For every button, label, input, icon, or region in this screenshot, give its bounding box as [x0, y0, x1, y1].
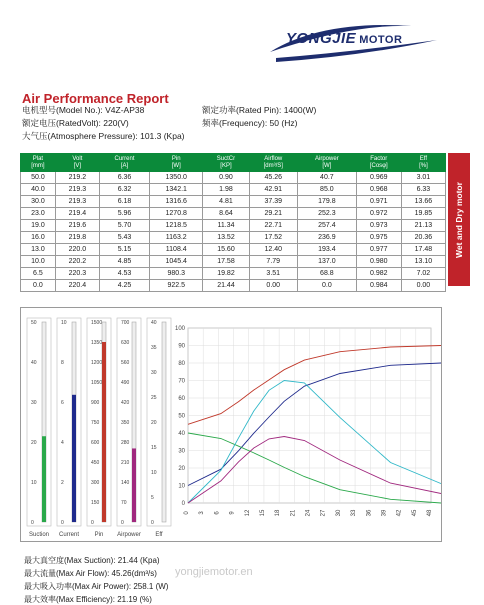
- y-tick-label: 100: [174, 326, 185, 332]
- watermark: yongjiemotor.en: [175, 566, 253, 578]
- header-name: Airpower: [315, 155, 339, 162]
- table-cell: 0.969: [356, 172, 401, 184]
- table-cell: 6.18: [99, 196, 149, 208]
- table-cell: 17.58: [203, 256, 249, 268]
- performance-chart: [21, 308, 441, 541]
- gauge-tick-label: 25: [151, 395, 157, 401]
- table-cell: 0.0: [21, 280, 56, 292]
- x-tick-label: 42: [396, 509, 403, 517]
- table-cell: 42.91: [249, 184, 297, 196]
- x-tick-label: 9: [229, 511, 236, 515]
- gauge-tick-label: 4: [61, 440, 64, 446]
- y-tick-label: 70: [178, 378, 185, 385]
- table-cell: 6.5: [21, 268, 56, 280]
- table-header-cell: [99, 154, 149, 172]
- table-cell: 19.82: [203, 268, 249, 280]
- table-cell: 0.982: [356, 268, 401, 280]
- table-cell: 19.0: [21, 220, 56, 232]
- brand-name: YONGJIE: [286, 30, 357, 47]
- gauge-fill: [102, 342, 106, 522]
- table-row: [21, 256, 446, 268]
- header-unit: [V]: [73, 162, 82, 169]
- gauge-tick-label: 20: [31, 440, 37, 446]
- gauge-tick-label: 0: [61, 520, 64, 526]
- table-cell: 85.0: [297, 184, 356, 196]
- table-row: [21, 268, 446, 280]
- table-cell: 40.0: [21, 184, 56, 196]
- table-cell: 193.4: [297, 244, 356, 256]
- table-cell: 980.3: [150, 268, 203, 280]
- table-cell: 13.52: [203, 232, 249, 244]
- table-cell: 22.71: [249, 220, 297, 232]
- y-tick-label: 40: [178, 431, 185, 437]
- table-cell: 0.973: [356, 220, 401, 232]
- table-cell: 219.8: [55, 232, 99, 244]
- table-row: [21, 232, 446, 244]
- gauge-label: Eff: [155, 532, 163, 538]
- table-cell: 252.3: [297, 208, 356, 220]
- max-suction: 最大真空度(Max Suction): 21.44 (Kpa): [24, 556, 160, 565]
- table-cell: 1342.1: [150, 184, 203, 196]
- table-cell: 0.972: [356, 208, 401, 220]
- table-cell: 0.980: [356, 256, 401, 268]
- table-cell: 17.48: [401, 244, 445, 256]
- header-unit: [KP]: [220, 162, 232, 169]
- gauge-tick-label: 70: [121, 500, 127, 506]
- table-cell: 5.43: [99, 232, 149, 244]
- table-row: [21, 208, 446, 220]
- table-cell: 0.975: [356, 232, 401, 244]
- table-row: [21, 184, 446, 196]
- table-cell: 0.968: [356, 184, 401, 196]
- rated-volt: 额定电压(RatedVolt): 220(V): [22, 118, 129, 128]
- table-cell: 17.52: [249, 232, 297, 244]
- gauge-tick-label: 30: [151, 370, 157, 376]
- table-cell: 11.34: [203, 220, 249, 232]
- table-cell: 40.7: [297, 172, 356, 184]
- gauge-tick-label: 0: [31, 520, 34, 526]
- gauge-tick-label: 1350: [91, 340, 103, 346]
- gauge-tick-label: 0: [121, 520, 124, 526]
- table-cell: 5.15: [99, 244, 149, 256]
- header-name: SuctCr: [216, 155, 236, 162]
- table-cell: 219.2: [55, 172, 99, 184]
- table-cell: 13.0: [21, 244, 56, 256]
- table-cell: 3.01: [401, 172, 445, 184]
- gauge-tick-label: 300: [91, 480, 100, 486]
- table-cell: 257.4: [297, 220, 356, 232]
- x-tick-label: 0: [184, 511, 190, 515]
- table-cell: 219.6: [55, 220, 99, 232]
- gauge-tick-label: 350: [121, 420, 130, 426]
- table-cell: 7.79: [249, 256, 297, 268]
- table-header-cell: [401, 154, 445, 172]
- table-cell: 1108.4: [150, 244, 203, 256]
- gauge-tick-label: 700: [121, 320, 130, 326]
- table-header-cell: [297, 154, 356, 172]
- table-header-cell: [203, 154, 249, 172]
- table-cell: 1270.8: [150, 208, 203, 220]
- header-name: Eff: [419, 155, 428, 162]
- header-unit: [A]: [120, 162, 129, 169]
- max-airpower: 最大吸入功率(Max Air Power): 258.1 (W): [24, 582, 169, 591]
- table-cell: 219.3: [55, 184, 99, 196]
- gauge-frame: [27, 318, 51, 526]
- gauge-tick-label: 40: [151, 320, 157, 326]
- gauge-tick-label: 40: [31, 360, 37, 366]
- y-tick-label: 30: [178, 448, 185, 455]
- x-tick-label: 18: [275, 509, 282, 517]
- table-cell: 4.53: [99, 268, 149, 280]
- gauge-tick-label: 1200: [91, 360, 103, 366]
- table-cell: 10.0: [21, 256, 56, 268]
- table-cell: 1350.0: [150, 172, 203, 184]
- x-tick-label: 39: [381, 509, 388, 517]
- table-cell: 0.00: [401, 280, 445, 292]
- x-tick-label: 30: [335, 509, 342, 517]
- gauge-tick-label: 1500: [91, 320, 103, 326]
- gauge-fill: [132, 448, 136, 522]
- table-header-cell: [55, 154, 99, 172]
- table-header-row: [21, 154, 446, 172]
- header-name: Current: [114, 155, 135, 162]
- header-unit: [W]: [171, 162, 181, 169]
- table-cell: 1316.6: [150, 196, 203, 208]
- gauge-tick-label: 2: [61, 480, 64, 486]
- gauge-fill: [42, 436, 46, 522]
- table-cell: 0.00: [249, 280, 297, 292]
- table-cell: 4.25: [99, 280, 149, 292]
- gauge-tick-label: 10: [61, 320, 67, 326]
- table-cell: 0.984: [356, 280, 401, 292]
- table-cell: 7.02: [401, 268, 445, 280]
- gauge-tick-label: 560: [121, 360, 130, 366]
- table-cell: 4.81: [203, 196, 249, 208]
- table-cell: 6.36: [99, 172, 149, 184]
- table-cell: 6.32: [99, 184, 149, 196]
- header-name: Volt: [72, 155, 83, 162]
- gauge-tick-label: 900: [91, 400, 100, 406]
- table-cell: 1.98: [203, 184, 249, 196]
- header-name: Plat: [32, 155, 44, 162]
- gauge-tick-label: 10: [31, 480, 37, 486]
- gauge-tick-label: 490: [121, 380, 130, 386]
- header-name: Pin: [171, 155, 181, 162]
- header-name: Factor: [370, 155, 388, 162]
- y-tick-label: 10: [178, 483, 185, 490]
- gauge-tick-label: 0: [91, 520, 94, 526]
- table-cell: 0.90: [203, 172, 249, 184]
- y-tick-label: 90: [178, 343, 185, 350]
- gauge-label: Suction: [28, 532, 50, 538]
- gauge-tick-label: 8: [61, 360, 64, 366]
- max-efficiency: 最大效率(Max Efficiency): 21.19 (%): [24, 595, 152, 604]
- x-tick-label: 24: [305, 509, 312, 517]
- x-tick-label: 21: [290, 509, 297, 517]
- gauge-tick-label: 450: [91, 460, 100, 466]
- performance-table: [20, 153, 446, 292]
- gauge-tick-label: 600: [91, 440, 100, 446]
- x-tick-label: 15: [259, 509, 266, 517]
- x-tick-label: 12: [244, 509, 251, 517]
- table-cell: 21.13: [401, 220, 445, 232]
- gauge-tick-label: 30: [31, 400, 37, 406]
- table-cell: 1163.2: [150, 232, 203, 244]
- y-tick-label: 0: [181, 501, 185, 507]
- table-header-cell: [150, 154, 203, 172]
- table-cell: 19.85: [401, 208, 445, 220]
- performance-chart-frame: [20, 307, 442, 542]
- atmosphere-pressure: 大气压(Atmosphere Pressure): 101.3 (Kpa): [22, 131, 185, 141]
- table-cell: 68.8: [297, 268, 356, 280]
- x-tick-label: 36: [366, 509, 373, 517]
- table-cell: 0.0: [297, 280, 356, 292]
- y-tick-label: 50: [178, 413, 185, 420]
- table-cell: 0.977: [356, 244, 401, 256]
- model-number: 电机型号(Model No.): V4Z-AP38: [22, 105, 145, 115]
- gauge-tick-label: 35: [151, 345, 157, 351]
- table-cell: 23.0: [21, 208, 56, 220]
- x-tick-label: 48: [427, 509, 433, 517]
- rated-power: 额定功率(Rated Pin): 1400(W): [202, 105, 317, 115]
- max-airflow: 最大流量(Max Air Flow): 45.26(dm³/s): [24, 569, 157, 578]
- table-cell: 8.64: [203, 208, 249, 220]
- table-cell: 6.33: [401, 184, 445, 196]
- table-cell: 5.70: [99, 220, 149, 232]
- table-cell: 0.971: [356, 196, 401, 208]
- table-cell: 37.39: [249, 196, 297, 208]
- table-row: [21, 280, 446, 292]
- header-unit: [W]: [322, 162, 332, 169]
- table-cell: 922.5: [150, 280, 203, 292]
- header-name: Airflow: [264, 155, 283, 162]
- x-tick-label: 45: [411, 509, 418, 517]
- side-label-banner: [448, 153, 470, 286]
- x-tick-label: 27: [320, 509, 327, 517]
- table-cell: 5.96: [99, 208, 149, 220]
- table-header-cell: [249, 154, 297, 172]
- table-cell: 45.26: [249, 172, 297, 184]
- table-cell: 21.44: [203, 280, 249, 292]
- gauge-tick-label: 140: [121, 480, 130, 486]
- table-cell: 137.0: [297, 256, 356, 268]
- table-cell: 4.85: [99, 256, 149, 268]
- table-cell: 179.8: [297, 196, 356, 208]
- gauge-tick-label: 5: [151, 495, 154, 501]
- gauge-label: Airpower: [117, 532, 141, 538]
- table-cell: 220.3: [55, 268, 99, 280]
- gauge-tick-label: 50: [31, 320, 37, 326]
- table-cell: 219.3: [55, 196, 99, 208]
- x-tick-label: 6: [214, 511, 221, 515]
- gauge-tick-label: 1050: [91, 380, 103, 386]
- table-cell: 236.9: [297, 232, 356, 244]
- table-cell: 1218.5: [150, 220, 203, 232]
- table-row: [21, 220, 446, 232]
- gauge-tick-label: 420: [121, 400, 130, 406]
- gauge-label: Current: [58, 532, 80, 538]
- gauge-tick-label: 210: [121, 460, 130, 466]
- header-unit: [mm]: [31, 162, 45, 169]
- frequency: 频率(Frequency): 50 (Hz): [202, 118, 298, 128]
- gauge-track: [162, 322, 166, 522]
- gauge-tick-label: 15: [151, 445, 157, 451]
- gauge-tick-label: 630: [121, 340, 130, 346]
- table-row: [21, 172, 446, 184]
- gauge-tick-label: 750: [91, 420, 100, 426]
- table-cell: 220.2: [55, 256, 99, 268]
- side-label: Wet and Dry motor: [454, 181, 464, 258]
- table-cell: 13.66: [401, 196, 445, 208]
- table-header-cell: [21, 154, 56, 172]
- gauge-tick-label: 20: [151, 420, 157, 426]
- x-tick-label: 3: [199, 511, 206, 515]
- x-tick-label: 33: [351, 509, 358, 517]
- table-cell: 12.40: [249, 244, 297, 256]
- table-cell: 219.4: [55, 208, 99, 220]
- table-cell: 30.0: [21, 196, 56, 208]
- table-cell: 220.0: [55, 244, 99, 256]
- table-cell: 16.0: [21, 232, 56, 244]
- header-unit: [%]: [419, 162, 428, 169]
- table-cell: 220.4: [55, 280, 99, 292]
- gauge-tick-label: 6: [61, 400, 64, 406]
- table-cell: 20.36: [401, 232, 445, 244]
- brand-suffix: MOTOR: [359, 34, 403, 46]
- brand-logo: [286, 30, 402, 47]
- header-unit: [dm³/S]: [263, 162, 283, 169]
- gauge-tick-label: 10: [151, 470, 157, 476]
- gauge-label: Pin: [94, 532, 104, 538]
- gauge-tick-label: 0: [151, 520, 154, 526]
- y-tick-label: 60: [178, 396, 185, 402]
- table-cell: 15.60: [203, 244, 249, 256]
- y-tick-label: 80: [178, 361, 185, 367]
- table-cell: 50.0: [21, 172, 56, 184]
- table-body: [21, 172, 446, 292]
- y-tick-label: 20: [178, 466, 185, 472]
- table-header-cell: [356, 154, 401, 172]
- table-cell: 29.21: [249, 208, 297, 220]
- header-unit: [Cosφ]: [369, 162, 388, 169]
- gauge-tick-label: 280: [121, 440, 130, 446]
- table-row: [21, 196, 446, 208]
- table-cell: 13.10: [401, 256, 445, 268]
- gauge-fill: [72, 395, 76, 522]
- table-row: [21, 244, 446, 256]
- gauge-tick-label: 150: [91, 500, 100, 506]
- table-cell: 3.51: [249, 268, 297, 280]
- report-title: Air Performance Report: [22, 91, 169, 106]
- gauge-frame: [57, 318, 81, 526]
- table-cell: 1045.4: [150, 256, 203, 268]
